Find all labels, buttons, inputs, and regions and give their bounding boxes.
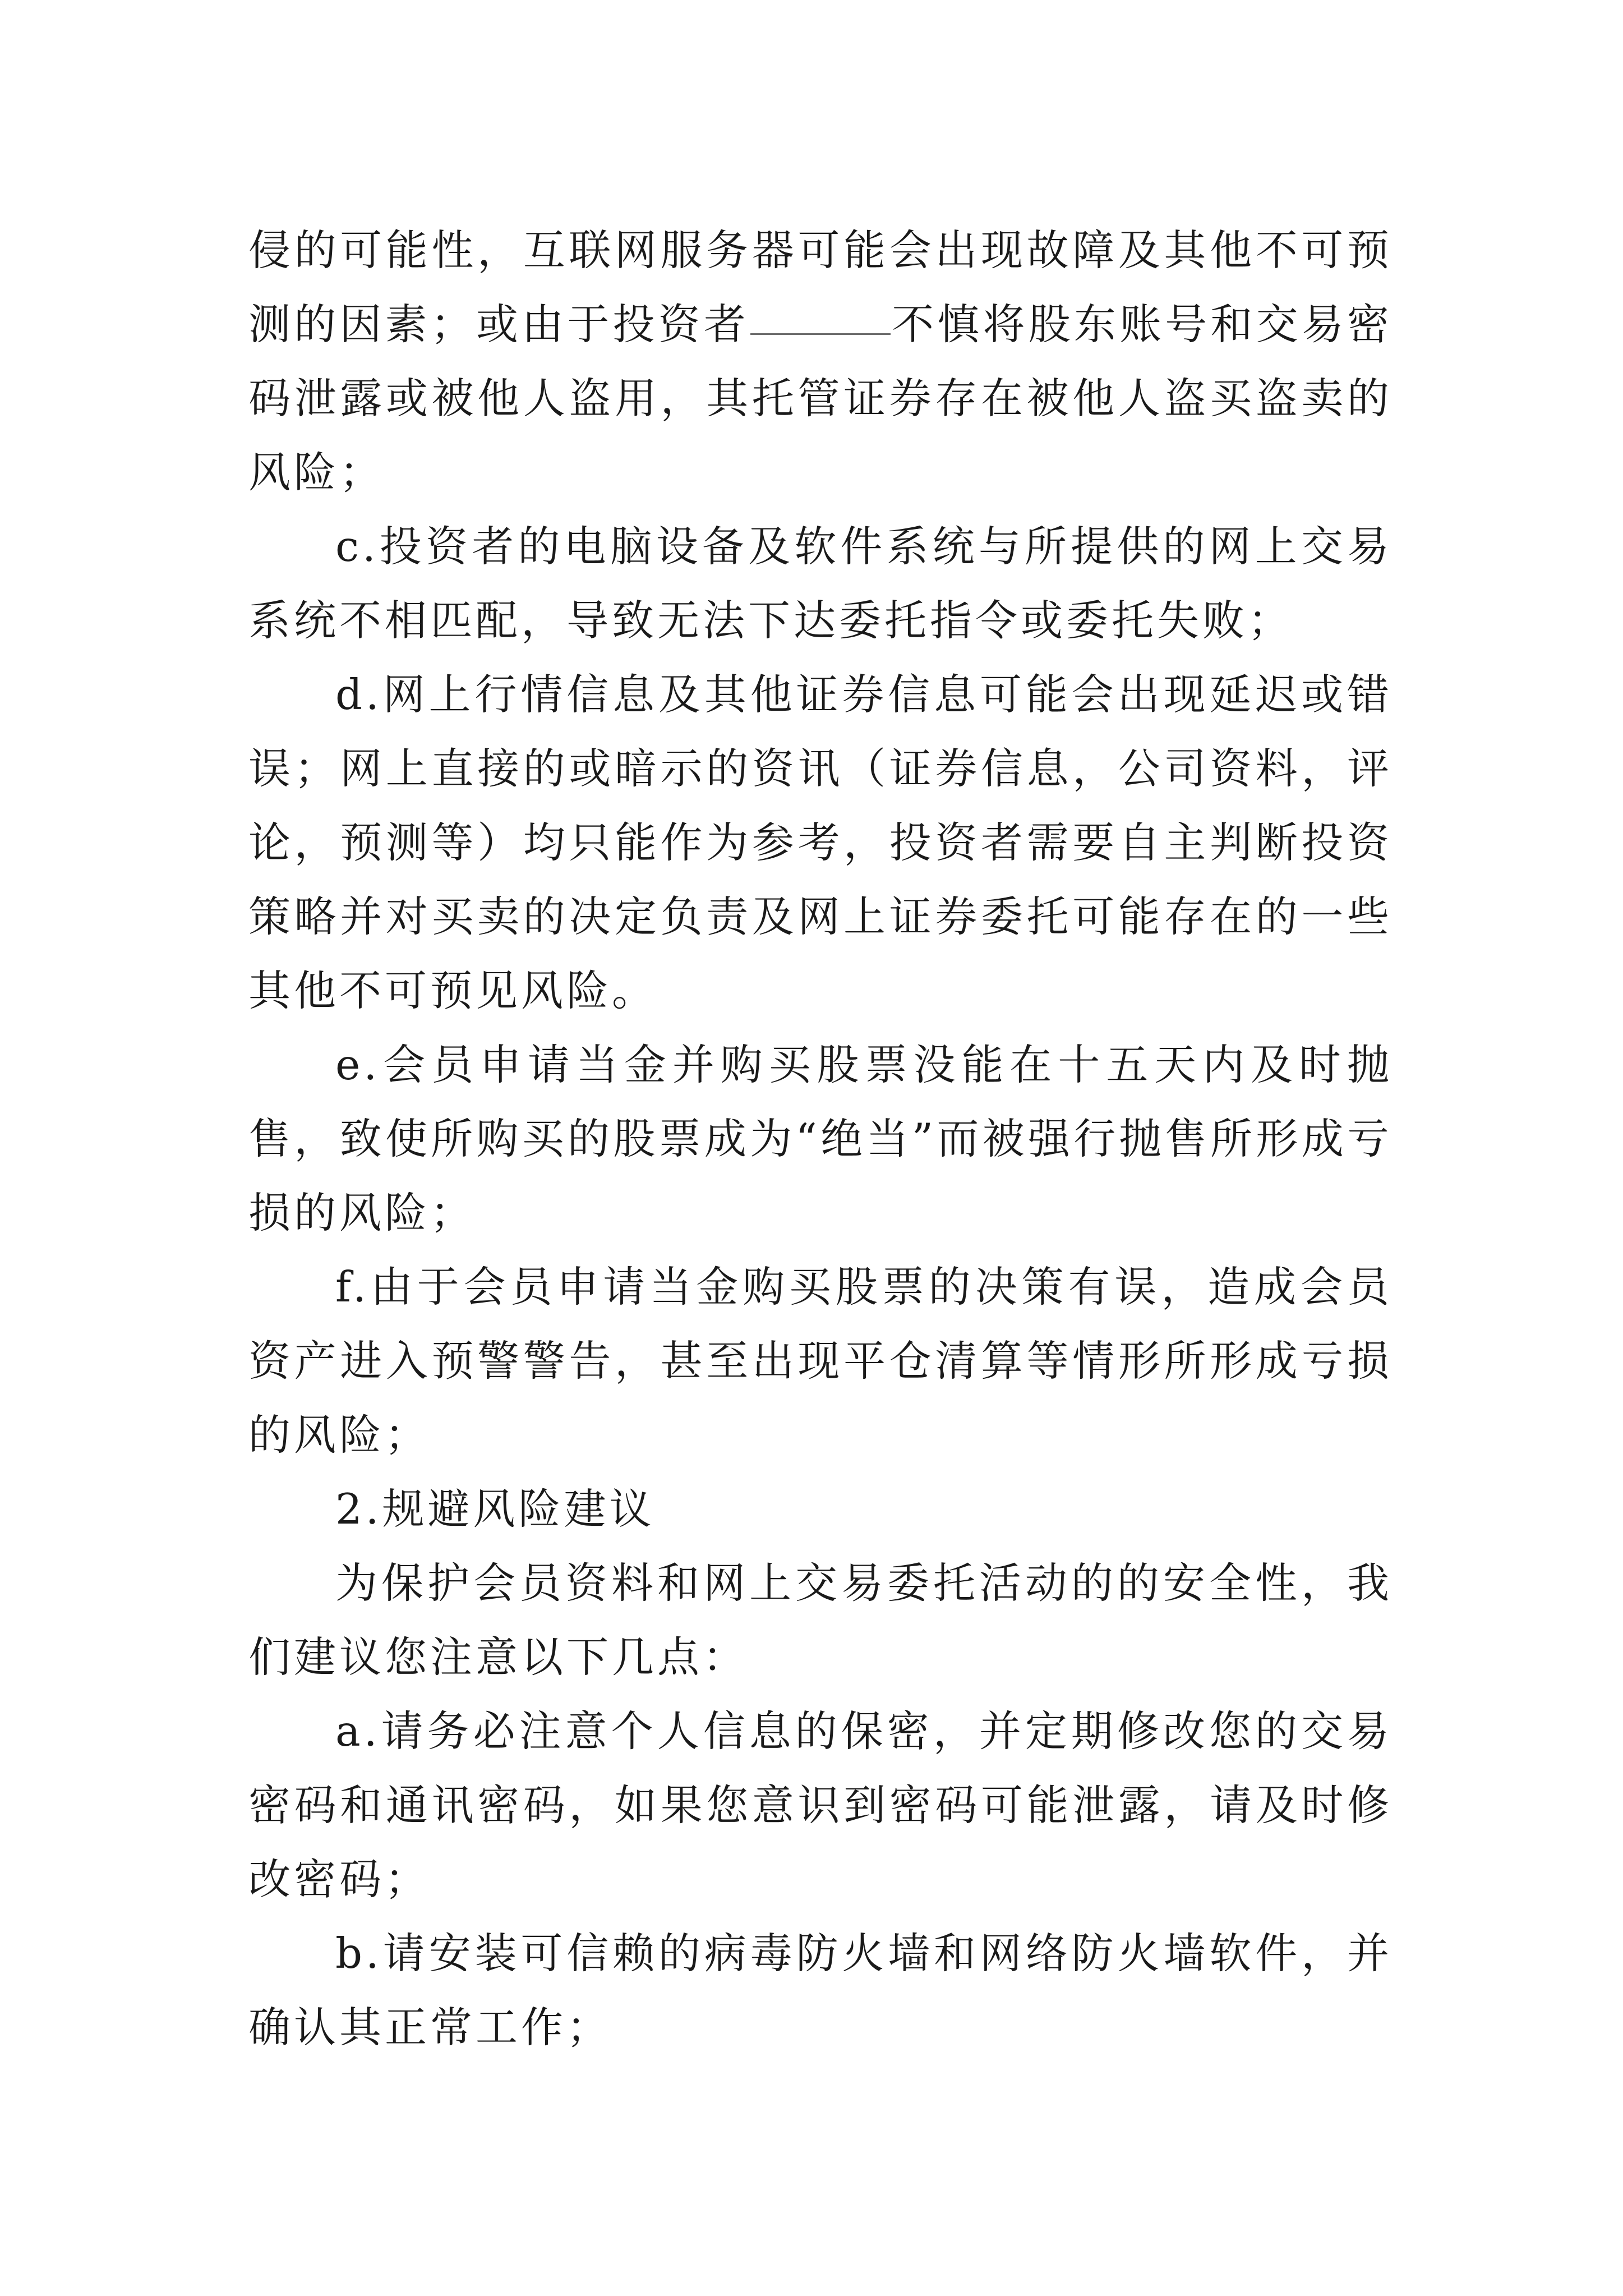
paragraph-risk-intrusion xyxy=(248,213,1393,509)
paragraph-item-d: d.网上行情信息及其他证券信息可能会出现延迟或错误；网上直接的或暗示的资讯（证券信息，公司资料，评论，预测等）均只能作为参考，投资者需要自主判断投资策略并对买卖的决定负责及网上证券委托可能存在的一些其他不可预见风险。 xyxy=(248,670,1393,1015)
section-heading-risk-avoidance: 2.规避风险建议 xyxy=(335,1484,655,1534)
paragraph-item-e: e.会员申请当金并购买股票没能在十五天内及时抛售，致使所购买的股票成为“绝当”而被强行抛售所形成亏损的风险； xyxy=(248,1040,1393,1237)
fill-in-blank-line xyxy=(750,333,891,335)
paragraph-intro-advice: 为保护会员资料和网上交易委托活动的的安全性，我们建议您注意以下几点： xyxy=(248,1558,1393,1682)
paragraph-item-f: f.由于会员申请当金购买股票的决策有误，造成会员资产进入预警警告，甚至出现平仓清算等情形所形成亏损的风险； xyxy=(248,1262,1393,1460)
paragraph-advice-b: b.请安装可信赖的病毒防火墙和网络防火墙软件，并确认其正常工作； xyxy=(248,1929,1393,2052)
paragraph-text-part-2: 不慎将股东账号和交易密码泄露或被他人盗用，其托管证券存在被他人盗买盗卖的风险； xyxy=(248,300,1393,497)
paragraph-text-part-1: 侵的可能性，互联网服务器可能会出现故障及其他不可预测的因素；或由于投资者 xyxy=(248,226,1393,349)
document-page xyxy=(248,213,1393,2064)
paragraph-advice-a: a.请务必注意个人信息的保密，并定期修改您的交易密码和通讯密码，如果您意识到密码可能泄露，请及时修改密码； xyxy=(248,1706,1393,1904)
paragraph-item-c: c.投资者的电脑设备及软件系统与所提供的网上交易系统不相匹配，导致无法下达委托指令或委托失败； xyxy=(248,522,1393,645)
